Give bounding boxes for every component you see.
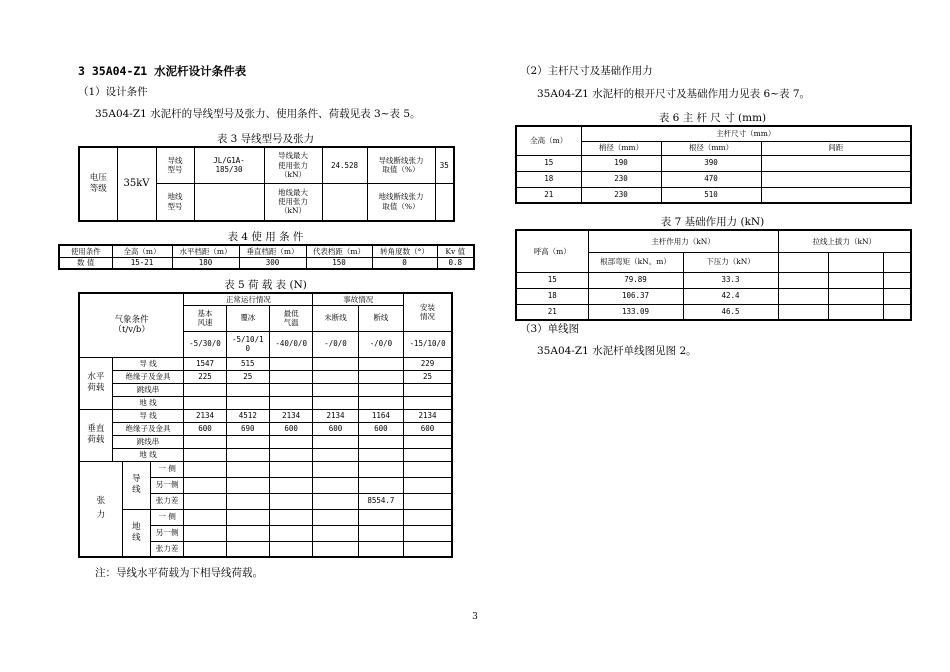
t4-r5: 0	[372, 257, 437, 269]
table7-caption: 表 7 基础作用力 (kN)	[660, 216, 765, 228]
item-groundwire: 地 线	[112, 396, 184, 409]
item-conductor: 导 线	[112, 357, 184, 370]
table5-loads	[78, 292, 453, 558]
group-horizontal: 水平 荷载	[79, 357, 112, 409]
t4-r0: 数 值	[59, 257, 112, 269]
tc-diff-0	[184, 493, 226, 509]
t6-r0-c3	[761, 155, 911, 171]
t4-r1: 15-21	[112, 257, 172, 269]
v-cond-2: 2134	[269, 409, 312, 422]
cond-4: -/0/0	[358, 331, 403, 357]
h-ins-2	[269, 370, 312, 383]
col-wind: 基本 风速	[184, 305, 226, 331]
t4-h5: 转角度数（°）	[372, 245, 437, 257]
cond-2: -40/0/0	[269, 331, 312, 357]
t4-r3: 300	[239, 257, 306, 269]
intro-text: 35A04-Z1 水泥杆的导线型号及张力、使用条件、荷载见表 3~表 5。	[95, 108, 421, 120]
tc-diff-4: 8554.7	[358, 493, 403, 509]
t6-r2-c0: 21	[516, 187, 581, 203]
t-gw-side2: 另一侧	[151, 525, 184, 541]
cond-break: 35	[435, 147, 454, 183]
t7-r2-c1: 133.09	[588, 304, 683, 320]
table3-caption: 表 3 导线型号及张力	[216, 133, 315, 145]
t4-r6: 0.8	[437, 257, 474, 269]
t6-r1-c3	[761, 171, 911, 187]
h-cond-5: 229	[404, 357, 452, 370]
t7-r1-c0: 18	[516, 288, 588, 304]
voltage-value: 35kV	[117, 147, 156, 221]
table6-caption: 表 6 主 杆 尺 寸 (mm)	[658, 112, 767, 124]
col-lowtemp: 最低 气温	[269, 305, 312, 331]
t-gw-side1: 一 侧	[151, 509, 184, 525]
table6-pole-size	[515, 125, 912, 204]
t-cond-side1: 一 侧	[151, 461, 184, 477]
t6-r2-c1: 230	[581, 187, 661, 203]
t-cond-side2: 另一侧	[151, 477, 184, 493]
t4-r2: 180	[172, 257, 239, 269]
t6-root-dia: 根径（mm）	[661, 141, 761, 155]
intro-text-2: 35A04-Z1 水泥杆的根开尺寸及基础作用力见表 6~表 7。	[537, 88, 810, 100]
t6-height-label: 全高（m）	[516, 126, 581, 155]
gw-break	[435, 183, 454, 221]
t6-top-dia: 梢径（mm）	[581, 141, 661, 155]
install-label: 安装 情况	[404, 293, 452, 331]
col-ice: 覆冰	[226, 305, 269, 331]
t6-r1-c0: 18	[516, 171, 581, 187]
item-insulator-v: 绝缘子及金具	[112, 422, 184, 435]
v-cond-1: 4512	[226, 409, 269, 422]
tc-diff-2	[269, 493, 312, 509]
h-ins-4	[358, 370, 403, 383]
t4-h4: 代表档距（m）	[306, 245, 372, 257]
cond-3: -/0/0	[313, 331, 358, 357]
v-cond-5: 2134	[404, 409, 452, 422]
h-cond-0: 1547	[184, 357, 226, 370]
v-ins-1: 690	[226, 422, 269, 435]
normal-label: 正常运行情况	[184, 293, 313, 305]
tc-diff-1	[226, 493, 269, 509]
t6-r1-c2: 470	[661, 171, 761, 187]
item-jumper-v: 跳线串	[112, 435, 184, 448]
table5-note: 注：导线水平荷载为下相导线荷载。	[95, 567, 263, 579]
voltage-label: 电压 等级	[79, 147, 117, 221]
h-ins-3	[313, 370, 358, 383]
cond-0: -5/30/0	[184, 331, 226, 357]
table7-foundation-force	[515, 229, 912, 321]
h-cond-3	[313, 357, 358, 370]
t7-group-label: 主杆作用力（kN）	[588, 230, 778, 252]
t6-group-label: 主杆尺寸（mm）	[581, 126, 911, 141]
v-ins-0: 600	[184, 422, 226, 435]
t7-height-label: 呼高（m）	[516, 230, 588, 272]
t7-press: 下压力（kN）	[683, 252, 778, 272]
group-vertical: 垂直 荷载	[79, 409, 112, 461]
h-ins-0: 225	[184, 370, 226, 383]
table4-caption: 表 4 使 用 条 件	[227, 231, 304, 243]
intro-text-3: 35A04-Z1 水泥杆单线图见图 2。	[537, 345, 697, 357]
t7-pull-label: 拉线上拔力（kN）	[778, 230, 911, 252]
h-ins-1: 25	[226, 370, 269, 383]
t6-r0-c1: 190	[581, 155, 661, 171]
h-cond-1: 515	[226, 357, 269, 370]
cond-1: -5/10/1 0	[226, 331, 269, 357]
table4-usage	[58, 244, 475, 270]
t6-r0-c0: 15	[516, 155, 581, 171]
subsection-line-diagram: （3）单线图	[520, 323, 580, 335]
table5-caption: 表 5 荷 载 表 (N)	[224, 279, 307, 291]
v-ins-5: 600	[404, 422, 452, 435]
subsection-design-conditions: （1）设计条件	[78, 86, 148, 98]
accident-label: 事故情况	[313, 293, 404, 305]
t6-spacing: 间距	[761, 141, 911, 155]
t4-h3: 垂直档距（m）	[239, 245, 306, 257]
item-jumper: 跳线串	[112, 383, 184, 396]
t7-r0-c2: 33.3	[683, 272, 778, 288]
cond-type-label: 导线 型号	[156, 147, 194, 183]
cond-max-label: 导线最大 使用张力 （kN）	[264, 147, 322, 183]
t7-moment: 根部弯矩（kN。m）	[588, 252, 683, 272]
t7-r0-c1: 79.89	[588, 272, 683, 288]
weather-label: 气象条件 （t/v/b）	[79, 293, 184, 357]
group-tension: 张 力	[79, 461, 122, 557]
table3-wire-tension	[78, 146, 455, 222]
gw-break-label: 地线断线张力 取值（%）	[367, 183, 435, 221]
t6-r2-c3	[761, 187, 911, 203]
section-title: 3 35A04-Z1 水泥杆设计条件表	[78, 64, 247, 78]
t7-r1-c1: 106.37	[588, 288, 683, 304]
tc-diff-5	[404, 493, 452, 509]
t7-r2-c0: 21	[516, 304, 588, 320]
t4-h6: Kv 值	[437, 245, 474, 257]
v-cond-3: 2134	[313, 409, 358, 422]
col-break: 断线	[358, 305, 403, 331]
gw-max	[322, 183, 367, 221]
subsection-pole-size: （2）主杆尺寸及基础作用力	[520, 65, 653, 77]
t-gw-diff: 张力差	[151, 541, 184, 557]
item-conductor-v: 导 线	[112, 409, 184, 422]
t7-r1-c2: 42.4	[683, 288, 778, 304]
col-nobreak: 未断线	[313, 305, 358, 331]
cond-type: JL/G1A- 185/30	[194, 147, 264, 183]
t4-h2: 水平档距（m）	[172, 245, 239, 257]
t6-r1-c1: 230	[581, 171, 661, 187]
tension-groundwire: 地 线	[122, 509, 150, 557]
gw-type-label: 地线 型号	[156, 183, 194, 221]
t-cond-diff: 张力差	[151, 493, 184, 509]
item-groundwire-v: 地 线	[112, 448, 184, 461]
v-ins-2: 600	[269, 422, 312, 435]
gw-max-label: 地线最大 使用张力 （kN）	[264, 183, 322, 221]
t4-h1: 全高（m）	[112, 245, 172, 257]
t6-r0-c2: 390	[661, 155, 761, 171]
gw-type	[194, 183, 264, 221]
v-ins-4: 600	[358, 422, 403, 435]
h-ins-5: 25	[404, 370, 452, 383]
page-number: 3	[472, 612, 478, 622]
v-cond-4: 1164	[358, 409, 403, 422]
h-cond-2	[269, 357, 312, 370]
cond-break-label: 导线断线张力 取值（%）	[367, 147, 435, 183]
t7-r0-c0: 15	[516, 272, 588, 288]
t4-r4: 150	[306, 257, 372, 269]
t7-r2-c2: 46.5	[683, 304, 778, 320]
tension-conductor: 导 线	[122, 461, 150, 509]
v-ins-3: 600	[313, 422, 358, 435]
t4-h0: 使用条件	[59, 245, 112, 257]
tc-diff-3	[313, 493, 358, 509]
cond-max: 24.528	[322, 147, 367, 183]
t6-r2-c2: 510	[661, 187, 761, 203]
h-cond-4	[358, 357, 403, 370]
cond-5: -15/10/0	[404, 331, 452, 357]
item-insulator: 绝缘子及金具	[112, 370, 184, 383]
v-cond-0: 2134	[184, 409, 226, 422]
